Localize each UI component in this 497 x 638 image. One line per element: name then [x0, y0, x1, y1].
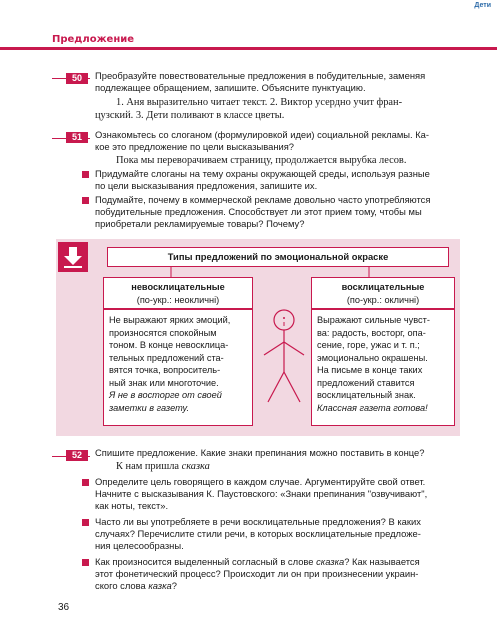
right-column-line: Выражают сильные чувст- — [317, 315, 430, 325]
exercise-52-sentence — [116, 461, 210, 474]
exercise-52-number: 52 — [66, 450, 88, 461]
subtask-text: ? Как называется — [344, 556, 420, 567]
right-column-line: восклицательный знак. — [317, 390, 416, 400]
subtask-text: Как произносится выделенный согласный в слове — [95, 556, 317, 567]
right-column-line: эмоционально окрашены. — [317, 352, 428, 363]
page-number: 36 — [58, 602, 70, 613]
subtask-emphasis: сказка — [316, 556, 345, 567]
exercise-52-subtask-line: как ноты, текст». — [95, 500, 169, 511]
exercise-52-sentence-emphasis: сказка — [181, 461, 210, 472]
exercise-50-task-line: подлежащее обращением, запишите. Объясните пунктуацию. — [95, 82, 366, 93]
exercise-50-number: 50 — [66, 73, 88, 84]
exercise-51-task-line: Ознакомьтесь со слоганом (формулировкой идеи) социальной рекламы. Ка- — [95, 129, 430, 140]
task-bullet-icon — [82, 559, 89, 566]
exercise-50-example-line: цузский. 3. Дети поливают в классе цветы. — [95, 110, 285, 121]
exercise-52-subtask-line: ния целесообразны. — [95, 540, 184, 551]
page-title: Предложение — [52, 34, 135, 45]
exercise-52-subtask-line: случаях? Перечислите стили речи, в которых восклицательные предложе- — [95, 528, 421, 539]
right-column-body — [311, 309, 455, 426]
left-column-line: тоном. В конце невосклица- — [109, 340, 229, 350]
left-column-example: заметки в газету. — [109, 402, 190, 413]
exercise-52-subtask-line — [95, 556, 420, 569]
left-column-line: тельных предложений ста- — [109, 352, 224, 363]
exercise-51-subtask-line: приобретали рекламируемые товары? Почему? — [95, 218, 305, 229]
subtask-text: ского слова — [95, 580, 149, 591]
task-bullet-icon — [82, 479, 89, 486]
exercise-50-task-line: Преобразуйте повествовательные предложения в побудительные, заменяя — [95, 70, 426, 81]
exercise-52-subtask-line: Начните с высказывания К. Паустовского: «Знаки препинания "озвучивают", — [95, 488, 428, 499]
left-column-title: невосклицательные — [131, 282, 225, 292]
right-column-line: сение, горе, ужас и т. п.; — [317, 340, 420, 350]
subtask-emphasis: казка — [148, 580, 172, 591]
exercise-51-slogan: Пока мы переворачиваем страницу, продолжается вырубка лесов. — [116, 155, 407, 166]
exercise-52-sentence-text: К нам пришла — [116, 461, 182, 472]
right-column-subtitle: (по-укр.: окличні) — [346, 294, 420, 305]
exercise-52-subtask-line: этот фонетический процесс? Происходит ли он при произнесении украин- — [95, 568, 419, 579]
exercise-52-subtask-line: Часто ли вы употребляете в речи восклицательные предложения? В каких — [95, 516, 421, 527]
exercise-51-subtask-line: Подумайте, почему в коммерческой рекламе довольно часто употребляются — [95, 194, 431, 205]
left-column-line: произносятся спокойным — [109, 327, 217, 338]
left-column-body — [103, 309, 253, 426]
right-column-line: На письме в конце таких — [317, 365, 423, 375]
task-bullet-icon — [82, 519, 89, 526]
right-column-line: предложений ставится — [317, 377, 415, 388]
exercise-50-example-line: 1. Аня выразительно читает текст. 2. Виктор усердно учит фран- — [116, 97, 403, 108]
left-column-line: вятся точка, вопроситель- — [109, 365, 221, 375]
task-bullet-icon — [82, 171, 89, 178]
exercise-51-number: 51 — [66, 132, 88, 143]
left-column-line: Не выражают ярких эмоций, — [109, 315, 231, 325]
left-column-example: Я не в восторге от своей — [109, 390, 222, 400]
left-column-line: ный знак или многоточие. — [109, 377, 219, 388]
exercise-51-subtask-line: по цели высказывания предложения, запишите их. — [95, 180, 318, 191]
scheme-title: Типы предложений по эмоциональной окраске — [107, 247, 449, 267]
publisher-logo: Дети — [474, 2, 491, 9]
right-column-title: восклицательные — [341, 282, 425, 292]
right-column-line: ва: радость, восторг, опа- — [317, 327, 426, 338]
exercise-51-task-line: кое это предложение по цели высказывания? — [95, 141, 295, 152]
left-column-subtitle: (по-укр.: неокличні) — [136, 294, 220, 305]
right-column-example: Классная газета готова! — [317, 402, 428, 413]
right-column-header — [311, 277, 455, 309]
exercise-52-subtask-line — [95, 580, 177, 593]
subtask-text: ? — [171, 580, 177, 591]
exercise-52-subtask-line: Определите цель говорящего в каждом случае. Аргументируйте свой ответ. — [95, 476, 426, 487]
exercise-52-task: Спишите предложение. Какие знаки препинания можно поставить в конце? — [95, 447, 425, 458]
stick-figure-illustration — [258, 300, 310, 410]
task-bullet-icon — [82, 197, 89, 204]
exercise-51-subtask-line: побудительные предложения. Способствует ли этот прием тому, чтобы мы — [95, 206, 422, 217]
exercise-51-subtask-line: Придумайте слоганы на тему охраны окружающей среды, используя разные — [95, 168, 430, 179]
left-column-header — [103, 277, 253, 309]
